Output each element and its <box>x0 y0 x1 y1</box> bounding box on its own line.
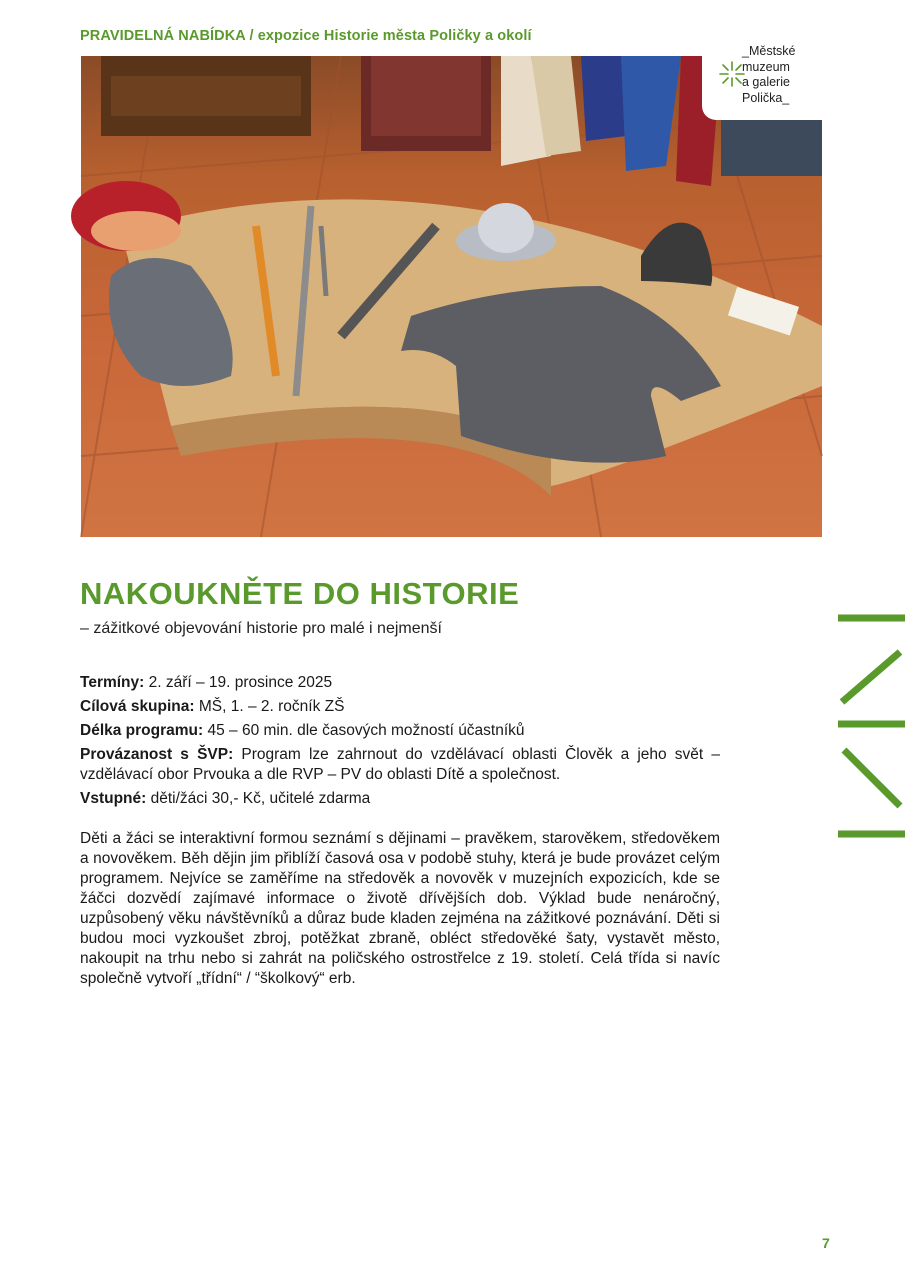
info-value: Program lze zahrnout do vzdělávací oblasti Člověk a jeho svět – vzdělávací obor Prvouka a dle RVP – PV do oblasti Dítě a společnost. <box>80 746 720 783</box>
section-header: PRAVIDELNÁ NABÍDKA / expozice Historie města Poličky a okolí <box>80 28 532 44</box>
museum-exhibit-photo <box>81 44 822 537</box>
logo-line: _Městské <box>742 44 796 58</box>
bascinet-helmet <box>641 223 712 286</box>
info-label: Vstupné: <box>80 790 147 807</box>
program-info <box>80 673 720 813</box>
museum-logo <box>702 44 822 120</box>
info-row-target-group <box>80 697 720 717</box>
star-burst-icon <box>718 60 746 88</box>
logo-line: Polička_ <box>742 90 790 105</box>
info-row-admission <box>80 789 720 809</box>
info-label: Délka programu: <box>80 722 204 739</box>
info-value: MŠ, 1. – 2. ročník ZŠ <box>194 698 345 715</box>
costume-blue <box>581 56 626 141</box>
info-row-dates <box>80 673 720 693</box>
info-value: děti/žáci 30,- Kč, učitelé zdarma <box>146 790 371 807</box>
info-value: 45 – 60 min. dle časových možností účastníků <box>203 722 525 739</box>
logo-line: a galerie <box>742 75 790 89</box>
page-title: NAKOUKNĚTE DO HISTORIE <box>80 576 520 611</box>
logo-line: muzeum <box>742 59 790 74</box>
info-row-curriculum <box>80 745 720 785</box>
page-subtitle: – zážitkové objevování historie pro malé i nejmenší <box>80 620 442 637</box>
info-label: Cílová skupina: <box>80 698 195 715</box>
info-row-duration <box>80 721 720 741</box>
page-number: 7 <box>822 1235 830 1251</box>
info-value: 2. září – 19. prosince 2025 <box>144 674 333 691</box>
program-description: Děti a žáci se interaktivní formou seznámí s dějinami – pravěkem, starověkem, středověkem a novověkem. Běh dějin jim přiblíží časová osa v podobě stuhy, která je bude provázet celým programem. Nejvíce se zaměříme na středověk a novověk v muzejních expozicích, kde se žáčci dozvědí zajímavé informace o životě dřívějších dob. Výklad bude nenáročný, uzpůsobený věku návštěvníků a důraz bude kladen zejména na zážitkové poznávání. Děti si budou moci vyzkoušet zbroj, potěžkat zbraně, obléct středověké šaty, vystavět město, nakoupit na trhu nebo si zahrát na poličského ostrostřelce z 19. století. Celá třída si navíc společně vytvoří „třídní“ / “školkový“ erb. <box>80 830 720 987</box>
info-label: Termíny: <box>80 674 145 691</box>
roman-numeral-decoration-icon <box>838 614 905 838</box>
info-label: Provázanost s ŠVP: <box>80 746 234 763</box>
exhibit-illustration <box>81 56 822 537</box>
